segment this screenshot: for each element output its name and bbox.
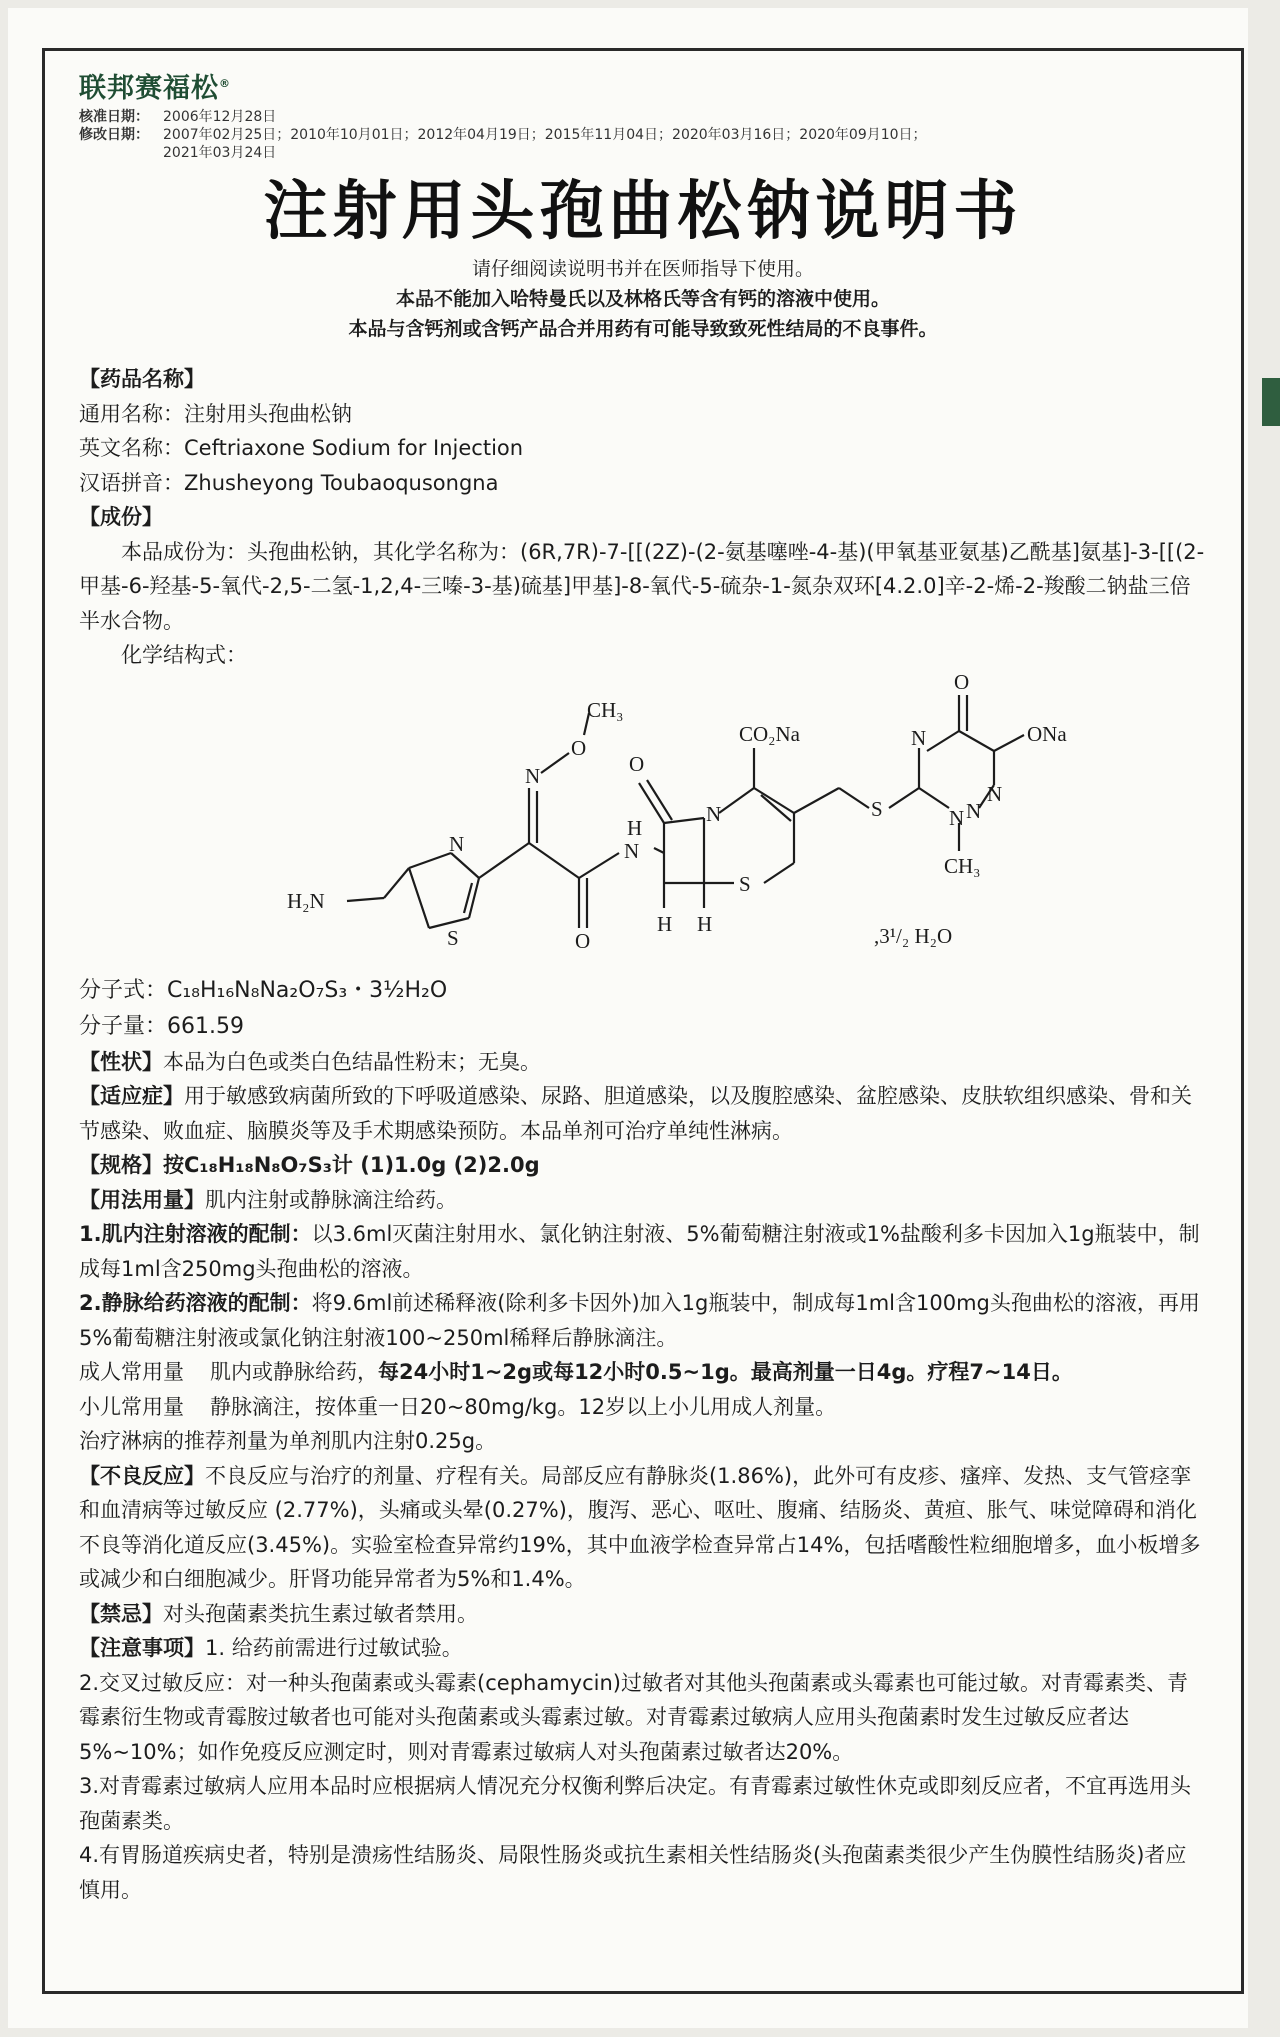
- appearance-heading: 【性状】: [79, 1049, 163, 1074]
- appearance-section: [79, 1045, 1207, 1080]
- child-dose-line: [79, 1390, 1207, 1425]
- child-dose: 按体重一日20~80mg/kg。12岁以上小儿用成人剂量。: [315, 1394, 837, 1419]
- gonorrhea-dose: 治疗淋病的推荐剂量为单剂肌内注射0.25g。: [79, 1429, 497, 1453]
- struct-h-left: H: [657, 911, 673, 936]
- adult-dose: 每24小时1~2g或每12小时0.5~1g。最高剂量一日4g。疗程7~14日。: [378, 1360, 1073, 1384]
- struct-n-triazine-top: N: [911, 725, 927, 750]
- revision-label: 修改日期：: [79, 127, 149, 143]
- spec-section: [79, 1148, 1207, 1183]
- dosage-heading: 【用法用量】: [79, 1187, 205, 1212]
- struct-ch3-bottom: CH₃: [944, 853, 981, 878]
- struct-s-thiazole: S: [447, 925, 459, 950]
- green-edge-tab: [1262, 378, 1280, 426]
- struct-n-ring: N: [706, 801, 722, 826]
- struct-o-ketone: O: [954, 672, 970, 694]
- notice-calcium-fatal: 本品与含钙剂或含钙产品合并用药有可能导致致死性结局的不良事件。: [348, 318, 938, 340]
- caution-2: 2.交叉过敏反应：对一种头孢菌素或头霉素(cephamycin)过敏者对其他头孢菌素或头霉素也可能过敏。对青霉素类、青霉素衍生物或青霉胺过敏者也可能对头孢菌素或头霉素过敏。对青霉素过敏病人应用头孢菌素时发生过敏反应者达5%~10%；如作免疫反应测定时，则对青霉素过敏病人对头孢菌素过敏者达20%。: [79, 1670, 1188, 1764]
- dosage-2-text: 将9.6ml前述稀释液(除利多卡因外)加入1g瓶装中，制成每1ml含100mg头孢曲松的溶液，再用5%葡萄糖注射液或氯化钠注射液100~250ml稀释后静脉滴注。: [79, 1291, 1200, 1350]
- adult-dose-line: [79, 1355, 1207, 1390]
- spec-heading: 【规格】: [79, 1153, 163, 1177]
- struct-s-link: S: [871, 796, 883, 821]
- adverse-text: 不良反应与治疗的剂量、疗程有关。局部反应有静脉炎(1.86%)，此外可有皮疹、瘙痒、发热、支气管痉挛和血清病等过敏反应 (2.77%)，头痛或头晕(0.27%)，腹泻、恶心、呕吐、腹痛、结肠炎、黄疸、胀气、味觉障碍和消化不良等消化道反应(3.45%)。实验室检查异常约19%，其中血液学检查异常占14%，包括嗜酸性粒细胞增多，血小板增多或减少和白细胞减少。肝肾功能异常者为5%和1.4%。: [79, 1463, 1201, 1591]
- spec-text: 按C₁₈H₁₈N₈O₇S₃计 (1)1.0g (2)2.0g: [163, 1153, 540, 1177]
- struct-ona: ONa: [1027, 721, 1067, 746]
- composition-text: 本品成份为：头孢曲松钠，其化学名称为：(6R,7R)-7-[[(2Z)-(2-氨基噻唑-4-基)(甲氧基亚氨基)乙酰基]氨基]-3-[[(2-甲基-6-羟基-5-氧代-2,5-二氢-1,2,4-三嗪-3-基)硫基]甲基]-8-氧代-5-硫杂-1-氮杂双环[4.2.0]辛-2-烯-2-羧酸二钠盐三倍半水合物。: [79, 539, 1205, 633]
- approval-label: 核准日期：: [79, 109, 149, 125]
- approval-date: 2006年12月28日: [163, 109, 277, 125]
- struct-n-oxime: N: [525, 763, 541, 788]
- generic-name: 通用名称：注射用头孢曲松钠: [79, 401, 352, 426]
- struct-hydrate: ,3¹/₂ H₂O: [874, 923, 953, 948]
- contra-section: [79, 1597, 1207, 1632]
- indications-section: [79, 1079, 1207, 1148]
- dosage-item-1: [79, 1217, 1207, 1286]
- struct-n-triazine-right: N: [987, 781, 1003, 806]
- caution-section: [79, 1631, 1207, 1666]
- caution-3: 3.对青霉素过敏病人应用本品时应根据病人情况充分权衡利弊后决定。有青霉素过敏性休克或即刻反应者，不宜再选用头孢菌素类。: [79, 1774, 1192, 1833]
- dosage-1-heading: 1.肌内注射溶液的配制：: [79, 1222, 312, 1246]
- struct-n-triazine-mid: N: [966, 798, 982, 823]
- indications-heading: 【适应症】: [79, 1084, 184, 1108]
- dosage-item-2: [79, 1286, 1207, 1355]
- composition-heading: 【成份】: [79, 505, 163, 529]
- molecular-formula: 分子式：C₁₈H₁₆N₈Na₂O₇S₃・3½H₂O: [79, 977, 448, 1003]
- notice-read: 请仔细阅读说明书并在医师指导下使用。: [471, 258, 814, 280]
- caution-1: 1. 给药前需进行过敏试验。: [205, 1636, 463, 1660]
- struct-n-thiazole: N: [449, 831, 465, 856]
- revision-dates: 2007年02月25日；2010年10月01日；2012年04月19日；2015年11月04日；2020年03月16日；2020年09月10日；: [163, 127, 927, 143]
- date-block: [79, 108, 1207, 162]
- dosage-1-text: 以3.6ml灭菌注射用水、氯化钠注射液、5%葡萄糖注射液或1%盐酸利多卡因加入1g瓶装中，制成每1ml含250mg头孢曲松的溶液。: [79, 1222, 1200, 1281]
- dosage-2-heading: 2.静脉给药溶液的配制：: [79, 1291, 312, 1315]
- dosage-section: [79, 1183, 1207, 1218]
- contra-heading: 【禁忌】: [79, 1601, 163, 1626]
- leaflet-frame: [42, 48, 1244, 1994]
- struct-h2n: H₂N: [287, 888, 325, 913]
- struct-ch3-top: CH₃: [587, 697, 624, 722]
- struct-o-lactam: O: [629, 751, 645, 776]
- revision-dates-2: 2021年03月24日: [163, 145, 277, 161]
- indications-text: 用于敏感致病菌所致的下呼吸道感染、尿路、胆道感染，以及腹腔感染、盆腔感染、皮肤软组织感染、骨和关节感染、败血症、脑膜炎等及手术期感染预防。本品单剂可治疗单纯性淋病。: [79, 1084, 1192, 1143]
- adult-label: 成人常用量: [79, 1360, 184, 1384]
- chemical-structure: [79, 673, 1207, 973]
- english-name: 英文名称：Ceftriaxone Sodium for Injection: [79, 436, 524, 460]
- contra-text: 对头孢菌素类抗生素过敏者禁用。: [163, 1601, 478, 1626]
- structure-drawing: [79, 673, 1209, 973]
- struct-n-triazine-left: N: [949, 805, 965, 830]
- brand-name: 联邦赛福松®: [79, 73, 231, 104]
- struct-n-amide: N: [624, 838, 640, 863]
- child-route: 静脉滴注，: [210, 1394, 315, 1419]
- caution-heading: 【注意事项】: [79, 1636, 205, 1660]
- document-title: 注射用头孢曲松钠说明书: [263, 175, 1023, 249]
- appearance-text: 本品为白色或类白色结晶性粉末；无臭。: [163, 1049, 541, 1074]
- struct-h-nh: H: [627, 815, 643, 840]
- notice-calcium-solution: 本品不能加入哈特曼氏以及林格氏等含有钙的溶液中使用。: [395, 288, 890, 310]
- adverse-heading: 【不良反应】: [79, 1463, 205, 1488]
- caution-4: 4.有胃肠道疾病史者，特别是溃疡性结肠炎、局限性肠炎或抗生素相关性结肠炎(头孢菌素类很少产生伪膜性结肠炎)者应慎用。: [79, 1843, 1187, 1902]
- adult-route: 肌内或静脉给药，: [210, 1360, 378, 1384]
- pinyin-name: 汉语拼音：Zhusheyong Toubaoqusongna: [79, 470, 499, 495]
- dosage-text: 肌内注射或静脉滴注给药。: [205, 1187, 457, 1212]
- child-label: 小儿常用量: [79, 1394, 184, 1419]
- drug-name-heading: 【药品名称】: [79, 367, 205, 391]
- struct-o-methoxy: O: [571, 735, 587, 760]
- molecular-weight: 分子量：661.59: [79, 1013, 244, 1039]
- leaflet-body: [79, 362, 1207, 1907]
- struct-co2na: CO₂Na: [739, 721, 800, 746]
- struct-o-amide: O: [575, 928, 591, 953]
- adverse-section: [79, 1459, 1207, 1597]
- structure-label: 化学结构式：: [121, 643, 247, 667]
- struct-s-ring: S: [739, 871, 751, 896]
- struct-h-right: H: [697, 911, 713, 936]
